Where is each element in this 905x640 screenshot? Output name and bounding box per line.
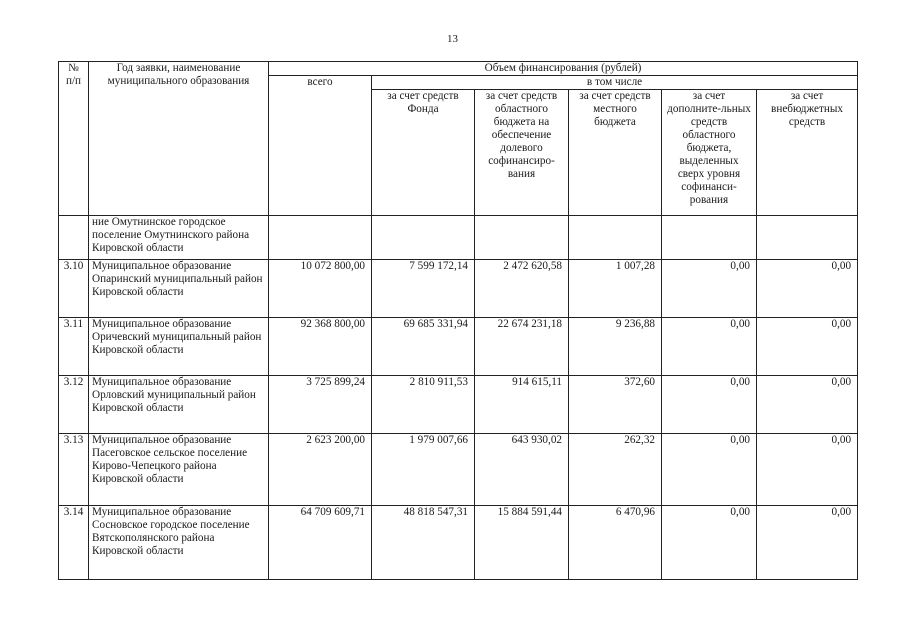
cell-fund: 69 685 331,94 xyxy=(372,318,475,376)
cell-local: 9 236,88 xyxy=(569,318,662,376)
header-fund: за счет средств Фонда xyxy=(372,90,475,216)
cell-regional-extra: 0,00 xyxy=(662,260,757,318)
cell-no: 3.13 xyxy=(59,434,89,506)
cell-local: 6 470,96 xyxy=(569,506,662,580)
header-total: всего xyxy=(269,76,372,216)
cell-regional-share: 914 615,11 xyxy=(475,376,569,434)
table-row xyxy=(59,434,858,506)
cell-regional-extra: 0,00 xyxy=(662,434,757,506)
financing-table xyxy=(58,61,858,580)
cell-total: 64 709 609,71 xyxy=(269,506,372,580)
cell-offbudget: 0,00 xyxy=(757,260,858,318)
cell-fund: 2 810 911,53 xyxy=(372,376,475,434)
header-offbudget: за счет внебюджетных средств xyxy=(757,90,858,216)
header-regional-share: за счет средств областного бюджета на обеспечение долевого софинансиро-вания xyxy=(475,90,569,216)
cell-offbudget xyxy=(757,216,858,260)
header-regional-extra: за счет дополните-льных средств областного бюджета, выделенных сверх уровня софинанси-рования xyxy=(662,90,757,216)
header-no: № п/п xyxy=(59,62,89,216)
cell-local: 372,60 xyxy=(569,376,662,434)
table-row xyxy=(59,318,858,376)
table-row xyxy=(59,506,858,580)
cell-fund: 1 979 007,66 xyxy=(372,434,475,506)
cell-regional-extra xyxy=(662,216,757,260)
cell-total: 92 368 800,00 xyxy=(269,318,372,376)
cell-no: 3.10 xyxy=(59,260,89,318)
cell-total: 2 623 200,00 xyxy=(269,434,372,506)
cell-name: Муниципальное образование Опаринский муниципальный район Кировской области xyxy=(89,260,269,318)
cell-name: Муниципальное образование Пасеговское сельское поселение Кирово-Чепецкого района Кировской области xyxy=(89,434,269,506)
cell-fund: 48 818 547,31 xyxy=(372,506,475,580)
cell-regional-extra: 0,00 xyxy=(662,506,757,580)
cell-regional-share: 15 884 591,44 xyxy=(475,506,569,580)
cell-offbudget: 0,00 xyxy=(757,434,858,506)
cell-regional-share: 2 472 620,58 xyxy=(475,260,569,318)
cell-name: Муниципальное образование Сосновское городское поселение Вятскополянского района Кировской области xyxy=(89,506,269,580)
cell-offbudget: 0,00 xyxy=(757,376,858,434)
cell-regional-share: 643 930,02 xyxy=(475,434,569,506)
cell-total: 3 725 899,24 xyxy=(269,376,372,434)
cell-regional-share xyxy=(475,216,569,260)
cell-name: Муниципальное образование Орловский муниципальный район Кировской области xyxy=(89,376,269,434)
header-including: в том числе xyxy=(372,76,858,90)
header-name: Год заявки, наименование муниципального образования xyxy=(89,62,269,216)
cell-total xyxy=(269,216,372,260)
cell-local: 262,32 xyxy=(569,434,662,506)
table-row-continuation xyxy=(59,216,858,260)
header-volume: Объем финансирования (рублей) xyxy=(269,62,858,76)
cell-regional-extra: 0,00 xyxy=(662,318,757,376)
cell-no: 3.11 xyxy=(59,318,89,376)
table-row xyxy=(59,376,858,434)
cell-regional-extra: 0,00 xyxy=(662,376,757,434)
cell-local xyxy=(569,216,662,260)
cell-offbudget: 0,00 xyxy=(757,318,858,376)
cell-local: 1 007,28 xyxy=(569,260,662,318)
cell-name: Муниципальное образование Оричевский муниципальный район Кировской области xyxy=(89,318,269,376)
cell-no: 3.12 xyxy=(59,376,89,434)
page-number: 13 xyxy=(447,33,458,45)
cell-fund: 7 599 172,14 xyxy=(372,260,475,318)
cell-total: 10 072 800,00 xyxy=(269,260,372,318)
table-row xyxy=(59,260,858,318)
cell-name: ние Омутнинское городское поселение Омутнинского района Кировской области xyxy=(89,216,269,260)
cell-no: 3.14 xyxy=(59,506,89,580)
header-local: за счет средств местного бюджета xyxy=(569,90,662,216)
cell-no xyxy=(59,216,89,260)
cell-offbudget: 0,00 xyxy=(757,506,858,580)
cell-regional-share: 22 674 231,18 xyxy=(475,318,569,376)
cell-fund xyxy=(372,216,475,260)
